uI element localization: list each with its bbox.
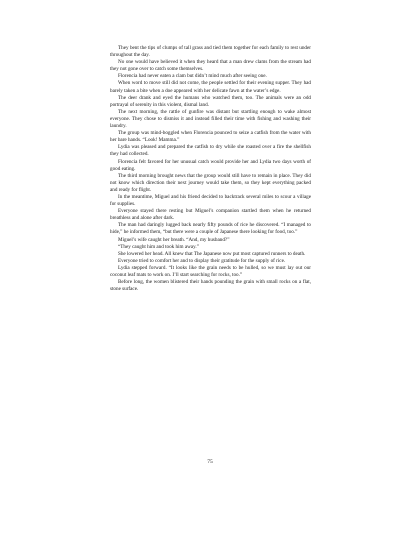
paragraph: Everyone tried to comfort her and to display their gratitude for the supply of rice. [118, 257, 286, 264]
paragraph: “They caught him and took him away.” [118, 243, 199, 250]
body-text [110, 45, 311, 293]
paragraph: Before long, the women blistered their hands pounding the grain with small rocks on a flat, stone surface. [110, 279, 311, 293]
paragraph: The deer drank and eyed the humans who watched them, too. The animals were an odd portrayal of serenity in this violent, dismal land. [110, 94, 311, 108]
paragraph: The next morning, the rattle of gunfire was distant but startling enough to wake almost everyone. They chose to dismiss it and instead filled their time with fishing and washing their laundry. [110, 108, 311, 130]
paragraph: Everyone stayed there resting but Miguel’s companion startled them when he returned breathless and alone after dark. [110, 208, 311, 222]
paragraph: They bent the tips of clumps of tall grass and tied them together for each family to rest under throughout the day. [110, 45, 311, 59]
paragraph: No one would have believed it when they heard that a man drew clams from the stream had they not gone over to catch some themselves. [110, 59, 311, 73]
paragraph: Lydia was pleased and prepared the catfish to dry while she roasted over a fire the shellfish they had collected. [110, 144, 311, 158]
paragraph: The third morning brought news that the group would still have to remain in place. They did not know which direction their next journey would take them, so they kept everything packed and ready for flight. [110, 172, 311, 193]
page-number: 75 [207, 459, 213, 465]
paragraph: When word to move still did not come, the people settled for their evening supper. They had barely taken a bite when a doe appeared with her delicate fawn at the water’s edge. [110, 80, 311, 94]
paragraph: She lowered her head. All knew that The Japanese now put most captured runners to death. [118, 250, 306, 257]
paragraph: Florencia felt favored for her unusual catch would provide her and Lydia two days worth of good eating. [110, 158, 311, 172]
paragraph: The man had daringly lugged back nearly fifty pounds of rice he discovered. “I managed to hide,” he informed them, “but there were a couple of Japanese there looking for food, too.” [110, 222, 311, 236]
paragraph: In the meantime, Miguel and his friend decided to backtrack several miles to scour a village for supplies. [110, 193, 311, 208]
paragraph: Lydia stepped forward. “It looks like the grain needs to be hulled, so we must lay out our coconut leaf mats to work on. I’ll start searching for rocks, too.” [110, 264, 311, 278]
paragraph: Florencia had never eaten a clam but didn’t mind much after seeing one. [118, 73, 267, 80]
paragraph: The group was mind-boggled when Florencia pounced to seize a catfish from the water with her bare hands. “Look! Mamma.” [110, 130, 311, 144]
paragraph: Miguel’s wife caught her breath. “And, my husband?” [118, 236, 230, 243]
